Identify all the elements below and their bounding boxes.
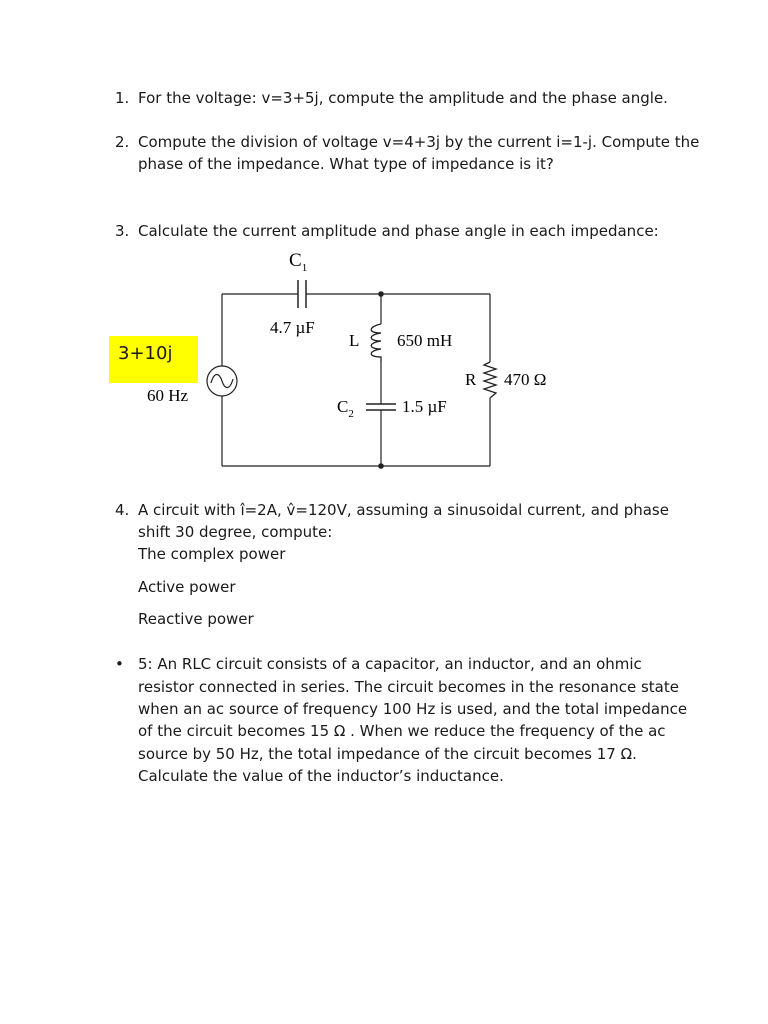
q4-line2: shift 30 degree, compute:	[138, 523, 333, 541]
q1-text: For the voltage: v=3+5j, compute the amplitude and the phase angle.	[138, 89, 668, 107]
q5-line: 5: An RLC circuit consists of a capacitor, an inductor, and an ohmic	[138, 655, 642, 673]
q1-number: 1.	[115, 89, 130, 107]
q4-line4: Active power	[138, 578, 236, 596]
inductor-value: 650 mH	[397, 331, 453, 350]
source-value-highlight: 3+10j	[109, 336, 198, 383]
resistor-symbol	[484, 362, 496, 398]
c2-capacitor-symbol	[366, 404, 396, 410]
q3-text: Calculate the current amplitude and phase angle in each impedance:	[138, 222, 659, 240]
q4-line3: The complex power	[138, 545, 286, 563]
q5-bullet: •	[115, 655, 124, 673]
q5-line: resistor connected in series. The circuit becomes in the resonance state	[138, 678, 679, 696]
q4-line5: Reactive power	[138, 610, 254, 628]
c2-label: $C_2$	[337, 397, 354, 420]
q5-line: of the circuit becomes 15 Ω . When we reduce the frequency of the ac	[138, 722, 666, 740]
q5-line: Calculate the value of the inductor’s inductance.	[138, 767, 504, 785]
c1-label: $C_1$	[289, 250, 308, 274]
q3-number: 3.	[115, 222, 130, 240]
source-frequency: 60 Hz	[147, 386, 189, 405]
inductor-coil-symbol	[371, 324, 381, 362]
resistor-label: R	[465, 370, 477, 389]
ac-source-icon	[207, 366, 237, 396]
q5-line: when an ac source of frequency 100 Hz is used, and the total impedance	[138, 700, 688, 718]
q5-line: source by 50 Hz, the total impedance of the circuit becomes 17 Ω.	[138, 745, 637, 763]
c1-value: 4.7 µF	[270, 318, 315, 337]
c2-value: 1.5 µF	[402, 397, 447, 416]
q2-line2: phase of the impedance. What type of impedance is it?	[138, 155, 554, 173]
q2-number: 2.	[115, 133, 130, 151]
q2-line1: Compute the division of voltage v=4+3j by the current i=1-j. Compute the	[138, 133, 700, 151]
q4-line1: A circuit with î=2A, v̂=120V, assuming a sinusoidal current, and phase	[138, 501, 669, 519]
c1-capacitor-symbol	[298, 280, 306, 308]
resistor-value: 470 Ω	[504, 370, 547, 389]
inductor-label: L	[349, 331, 360, 350]
q4-number: 4.	[115, 501, 130, 519]
